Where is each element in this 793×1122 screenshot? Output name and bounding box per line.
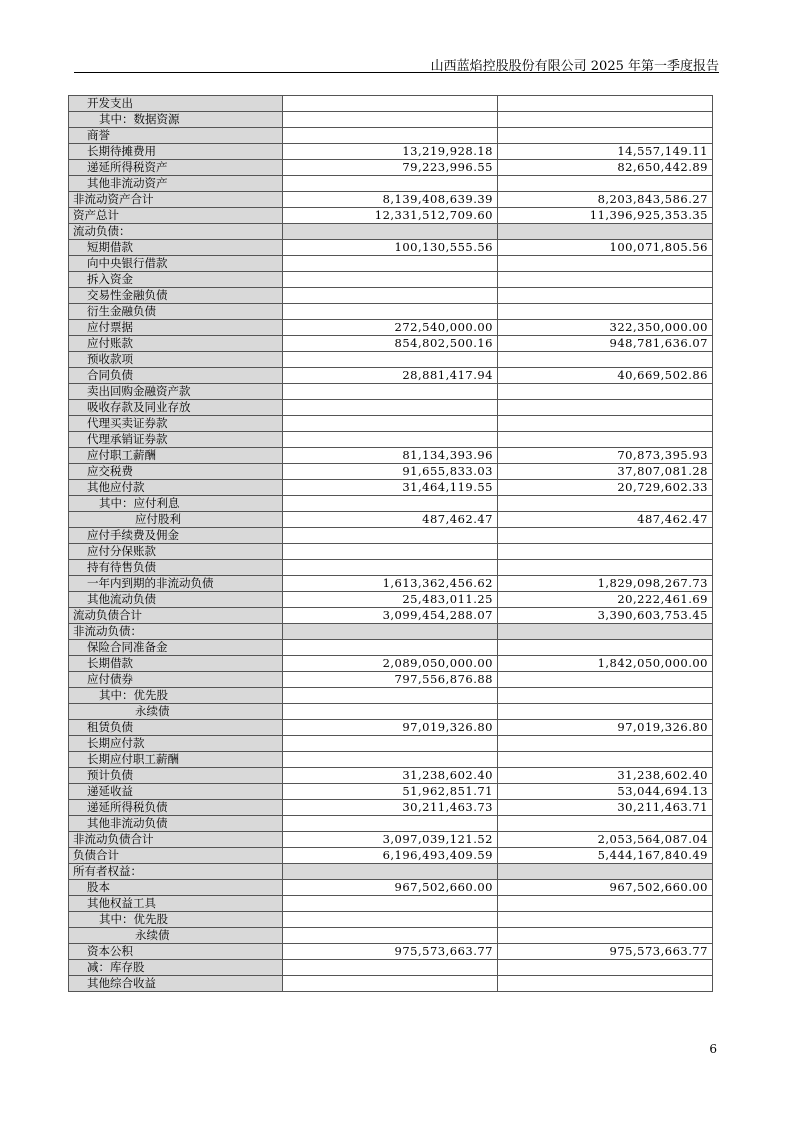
period-begin-value [498, 752, 713, 768]
table-row [69, 384, 713, 400]
row-label: 合同负债 [69, 368, 283, 384]
row-label: 非流动资产合计 [69, 192, 283, 208]
table-row [69, 256, 713, 272]
row-label: 其他综合收益 [69, 976, 283, 992]
table-row [69, 224, 713, 240]
row-label: 衍生金融负债 [69, 304, 283, 320]
period-begin-value [498, 352, 713, 368]
period-end-value: 487,462.47 [283, 512, 498, 528]
table-row [69, 352, 713, 368]
period-end-value [283, 624, 498, 640]
period-begin-value: 30,211,463.71 [498, 800, 713, 816]
period-begin-value [498, 128, 713, 144]
period-begin-value [498, 272, 713, 288]
period-begin-value: 40,669,502.86 [498, 368, 713, 384]
row-label: 交易性金融负债 [69, 288, 283, 304]
period-end-value: 81,134,393.96 [283, 448, 498, 464]
period-end-value [283, 112, 498, 128]
row-label: 资本公积 [69, 944, 283, 960]
table-row [69, 432, 713, 448]
table-row [69, 560, 713, 576]
period-end-value: 13,219,928.18 [283, 144, 498, 160]
period-end-value [283, 224, 498, 240]
row-label: 租赁负债 [69, 720, 283, 736]
table-row [69, 144, 713, 160]
period-begin-value: 2,053,564,087.04 [498, 832, 713, 848]
period-end-value: 967,502,660.00 [283, 880, 498, 896]
table-row [69, 288, 713, 304]
period-begin-value: 948,781,636.07 [498, 336, 713, 352]
table-row [69, 864, 713, 880]
period-end-value [283, 688, 498, 704]
period-end-value [283, 256, 498, 272]
table-row [69, 752, 713, 768]
period-end-value [283, 384, 498, 400]
period-end-value: 3,097,039,121.52 [283, 832, 498, 848]
table-row [69, 192, 713, 208]
table-row [69, 848, 713, 864]
period-end-value [283, 896, 498, 912]
period-begin-value [498, 896, 713, 912]
period-end-value [283, 640, 498, 656]
table-row [69, 816, 713, 832]
period-begin-value [498, 96, 713, 112]
period-end-value [283, 176, 498, 192]
table-row [69, 720, 713, 736]
header-divider [74, 72, 719, 73]
table-row [69, 512, 713, 528]
period-begin-value: 5,444,167,840.49 [498, 848, 713, 864]
row-label: 所有者权益： [69, 864, 283, 880]
period-begin-value: 100,071,805.56 [498, 240, 713, 256]
table-row [69, 976, 713, 992]
table-row [69, 880, 713, 896]
row-label: 长期借款 [69, 656, 283, 672]
period-end-value [283, 528, 498, 544]
period-begin-value: 97,019,326.80 [498, 720, 713, 736]
period-begin-value [498, 960, 713, 976]
table-row [69, 784, 713, 800]
period-begin-value [498, 384, 713, 400]
row-label: 应付分保账款 [69, 544, 283, 560]
row-label: 应交税费 [69, 464, 283, 480]
row-label: 其他非流动负债 [69, 816, 283, 832]
period-begin-value: 53,044,694.13 [498, 784, 713, 800]
table-row [69, 544, 713, 560]
period-begin-value [498, 688, 713, 704]
period-begin-value [498, 816, 713, 832]
period-end-value [283, 976, 498, 992]
row-label: 非流动负债： [69, 624, 283, 640]
row-label: 开发支出 [69, 96, 283, 112]
period-begin-value [498, 528, 713, 544]
row-label: 长期应付款 [69, 736, 283, 752]
table-row [69, 896, 713, 912]
period-begin-value: 11,396,925,353.35 [498, 208, 713, 224]
period-end-value: 272,540,000.00 [283, 320, 498, 336]
row-label: 应付票据 [69, 320, 283, 336]
period-end-value: 31,464,119.55 [283, 480, 498, 496]
period-end-value: 3,099,454,288.07 [283, 608, 498, 624]
row-label: 其他应付款 [69, 480, 283, 496]
period-end-value [283, 928, 498, 944]
period-begin-value: 37,807,081.28 [498, 464, 713, 480]
period-end-value: 51,962,851.71 [283, 784, 498, 800]
period-end-value: 91,655,833.03 [283, 464, 498, 480]
period-begin-value [498, 672, 713, 688]
table-row [69, 592, 713, 608]
row-label: 长期应付职工薪酬 [69, 752, 283, 768]
period-end-value [283, 288, 498, 304]
period-end-value: 2,089,050,000.00 [283, 656, 498, 672]
row-label: 卖出回购金融资产款 [69, 384, 283, 400]
period-begin-value [498, 544, 713, 560]
table-row [69, 208, 713, 224]
period-end-value [283, 96, 498, 112]
table-row [69, 400, 713, 416]
period-begin-value [498, 624, 713, 640]
period-begin-value [498, 976, 713, 992]
row-label: 商誉 [69, 128, 283, 144]
table-row [69, 304, 713, 320]
row-label: 一年内到期的非流动负债 [69, 576, 283, 592]
row-label: 应付股利 [69, 512, 283, 528]
row-label: 其中：应付利息 [69, 496, 283, 512]
period-end-value: 8,139,408,639.39 [283, 192, 498, 208]
row-label: 应付手续费及佣金 [69, 528, 283, 544]
row-label: 流动负债合计 [69, 608, 283, 624]
period-begin-value: 70,873,395.93 [498, 448, 713, 464]
table-row [69, 624, 713, 640]
row-label: 永续债 [69, 704, 283, 720]
page-number: 6 [709, 1042, 717, 1056]
table-row [69, 112, 713, 128]
period-begin-value [498, 400, 713, 416]
period-begin-value [498, 640, 713, 656]
period-begin-value: 967,502,660.00 [498, 880, 713, 896]
period-end-value: 12,331,512,709.60 [283, 208, 498, 224]
row-label: 其中：数据资源 [69, 112, 283, 128]
period-begin-value [498, 256, 713, 272]
row-label: 非流动负债合计 [69, 832, 283, 848]
row-label: 向中央银行借款 [69, 256, 283, 272]
row-label: 持有待售负债 [69, 560, 283, 576]
period-begin-value [498, 496, 713, 512]
period-end-value [283, 272, 498, 288]
table-row [69, 912, 713, 928]
period-end-value: 6,196,493,409.59 [283, 848, 498, 864]
row-label: 永续债 [69, 928, 283, 944]
period-end-value: 28,881,417.94 [283, 368, 498, 384]
row-label: 代理买卖证券款 [69, 416, 283, 432]
table-row [69, 736, 713, 752]
period-end-value: 797,556,876.88 [283, 672, 498, 688]
period-end-value [283, 304, 498, 320]
period-end-value [283, 912, 498, 928]
table-row [69, 240, 713, 256]
report-header-title: 山西蓝焰控股股份有限公司 2025 年第一季度报告 [430, 59, 719, 74]
period-end-value [283, 544, 498, 560]
table-row [69, 128, 713, 144]
period-end-value: 25,483,011.25 [283, 592, 498, 608]
table-row [69, 528, 713, 544]
period-end-value: 100,130,555.56 [283, 240, 498, 256]
period-begin-value [498, 304, 713, 320]
period-begin-value: 31,238,602.40 [498, 768, 713, 784]
row-label: 负债合计 [69, 848, 283, 864]
row-label: 其他流动负债 [69, 592, 283, 608]
balance-sheet-body [69, 96, 713, 992]
table-row [69, 496, 713, 512]
table-row [69, 656, 713, 672]
table-row [69, 704, 713, 720]
period-end-value [283, 400, 498, 416]
row-label: 其中：优先股 [69, 688, 283, 704]
row-label: 其他权益工具 [69, 896, 283, 912]
period-end-value [283, 704, 498, 720]
row-label: 保险合同准备金 [69, 640, 283, 656]
period-end-value: 79,223,996.55 [283, 160, 498, 176]
period-begin-value: 487,462.47 [498, 512, 713, 528]
row-label: 流动负债： [69, 224, 283, 240]
row-label: 长期待摊费用 [69, 144, 283, 160]
table-row [69, 368, 713, 384]
table-row [69, 960, 713, 976]
period-end-value: 1,613,362,456.62 [283, 576, 498, 592]
row-label: 减：库存股 [69, 960, 283, 976]
period-end-value [283, 496, 498, 512]
row-label: 股本 [69, 880, 283, 896]
row-label: 吸收存款及同业存放 [69, 400, 283, 416]
period-begin-value [498, 112, 713, 128]
period-end-value [283, 864, 498, 880]
period-begin-value: 82,650,442.89 [498, 160, 713, 176]
table-row [69, 480, 713, 496]
period-begin-value: 14,557,149.11 [498, 144, 713, 160]
period-end-value [283, 432, 498, 448]
table-row [69, 608, 713, 624]
period-end-value [283, 736, 498, 752]
period-begin-value: 975,573,663.77 [498, 944, 713, 960]
table-row [69, 336, 713, 352]
row-label: 应付职工薪酬 [69, 448, 283, 464]
row-label: 递延所得税资产 [69, 160, 283, 176]
table-row [69, 160, 713, 176]
period-end-value [283, 960, 498, 976]
period-end-value [283, 816, 498, 832]
period-begin-value [498, 288, 713, 304]
table-row [69, 96, 713, 112]
row-label: 递延所得税负债 [69, 800, 283, 816]
table-row [69, 944, 713, 960]
period-begin-value: 1,842,050,000.00 [498, 656, 713, 672]
period-end-value: 30,211,463.73 [283, 800, 498, 816]
table-row [69, 768, 713, 784]
table-row [69, 176, 713, 192]
period-begin-value: 20,222,461.69 [498, 592, 713, 608]
period-begin-value [498, 416, 713, 432]
row-label: 拆入资金 [69, 272, 283, 288]
balance-sheet-table [68, 95, 713, 992]
table-row [69, 576, 713, 592]
period-end-value [283, 128, 498, 144]
row-label: 应付账款 [69, 336, 283, 352]
table-row [69, 800, 713, 816]
period-end-value: 854,802,500.16 [283, 336, 498, 352]
period-begin-value [498, 560, 713, 576]
table-row [69, 832, 713, 848]
table-row [69, 672, 713, 688]
period-begin-value [498, 224, 713, 240]
table-row [69, 640, 713, 656]
table-row [69, 464, 713, 480]
table-row [69, 928, 713, 944]
table-row [69, 272, 713, 288]
row-label: 递延收益 [69, 784, 283, 800]
period-begin-value [498, 176, 713, 192]
period-begin-value [498, 704, 713, 720]
table-row [69, 416, 713, 432]
period-begin-value [498, 736, 713, 752]
table-row [69, 448, 713, 464]
period-end-value [283, 560, 498, 576]
period-begin-value: 8,203,843,586.27 [498, 192, 713, 208]
period-begin-value: 1,829,098,267.73 [498, 576, 713, 592]
period-end-value: 975,573,663.77 [283, 944, 498, 960]
row-label: 应付债券 [69, 672, 283, 688]
period-begin-value: 20,729,602.33 [498, 480, 713, 496]
period-end-value [283, 352, 498, 368]
period-begin-value [498, 432, 713, 448]
period-begin-value [498, 864, 713, 880]
period-begin-value: 3,390,603,753.45 [498, 608, 713, 624]
row-label: 代理承销证券款 [69, 432, 283, 448]
period-end-value [283, 752, 498, 768]
row-label: 其他非流动资产 [69, 176, 283, 192]
period-end-value [283, 416, 498, 432]
period-begin-value: 322,350,000.00 [498, 320, 713, 336]
row-label: 短期借款 [69, 240, 283, 256]
period-begin-value [498, 912, 713, 928]
table-row [69, 320, 713, 336]
row-label: 预计负债 [69, 768, 283, 784]
table-row [69, 688, 713, 704]
period-end-value: 31,238,602.40 [283, 768, 498, 784]
period-begin-value [498, 928, 713, 944]
row-label: 预收款项 [69, 352, 283, 368]
row-label: 其中：优先股 [69, 912, 283, 928]
period-end-value: 97,019,326.80 [283, 720, 498, 736]
row-label: 资产总计 [69, 208, 283, 224]
